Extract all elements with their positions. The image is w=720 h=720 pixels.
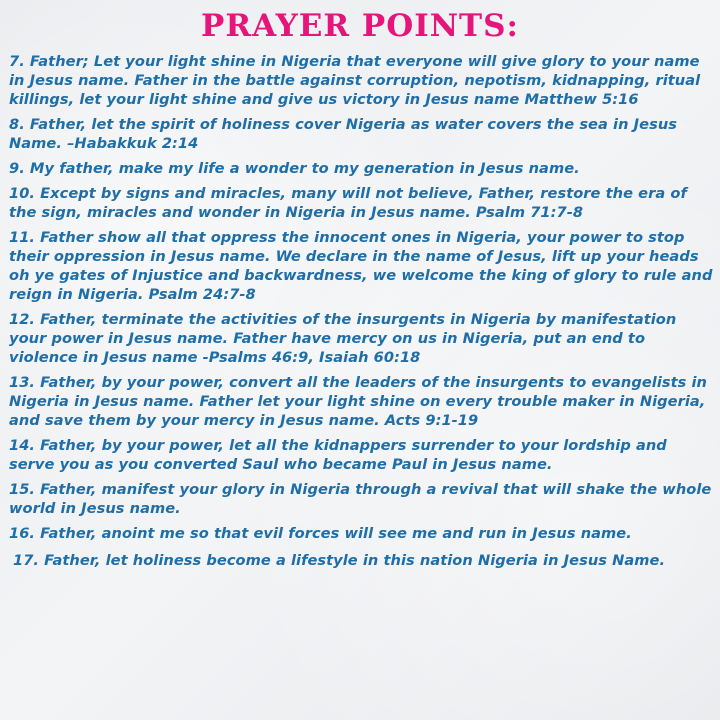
prayer-point-14: 14. Father, by your power, let all the kidnappers surrender to your lordship and serve you as you converted Saul who became Paul in Jesus name. <box>9 437 667 473</box>
prayer-point-9: 9. My father, make my life a wonder to my generation in Jesus name. <box>9 160 580 177</box>
prayer-point-10: 10. Except by signs and miracles, many will not believe, Father, restore the era of the sign, miracles and wonder in Nigeria in Jesus name. Psalm 71:7-8 <box>9 185 687 221</box>
prayer-point-17: 17. Father, let holiness become a lifestyle in this nation Nigeria in Jesus Name. <box>13 552 666 569</box>
prayer-point-16: 16. Father, anoint me so that evil forces will see me and run in Jesus name. <box>9 525 632 542</box>
prayer-points-list <box>9 52 715 576</box>
prayer-point-13: 13. Father, by your power, convert all the leaders of the insurgents to evangelists in Nigeria in Jesus name. Father let your light shine on every trouble maker in Nigeria, and save them by your mercy in Jesus name. Acts 9:1-19 <box>9 374 707 429</box>
prayer-point-11: 11. Father show all that oppress the innocent ones in Nigeria, your power to stop their oppression in Jesus name. We declare in the name of Jesus, lift up your heads oh ye gates of Injustice and backwardness, we welcome the king of glory to rule and reign in Nigeria. Psalm 24:7-8 <box>9 229 713 303</box>
prayer-point-15: 15. Father, manifest your glory in Nigeria through a revival that will shake the whole world in Jesus name. <box>9 481 712 517</box>
prayer-point-8: 8. Father, let the spirit of holiness cover Nigeria as water covers the sea in Jesus Name. –Habakkuk 2:14 <box>9 116 677 152</box>
prayer-point-12: 12. Father, terminate the activities of the insurgents in Nigeria by manifestation your power in Jesus name. Father have mercy on us in Nigeria, put an end to violence in Jesus name -Psalms 46:9, Isaiah 60:18 <box>9 311 677 366</box>
page-title: PRAYER POINTS: <box>201 8 519 44</box>
prayer-point-7: 7. Father; Let your light shine in Nigeria that everyone will give glory to your name in Jesus name. Father in the battle against corruption, nepotism, kidnapping, ritual killings, let your light shine and give us victory in Jesus name Matthew 5:16 <box>9 53 701 108</box>
